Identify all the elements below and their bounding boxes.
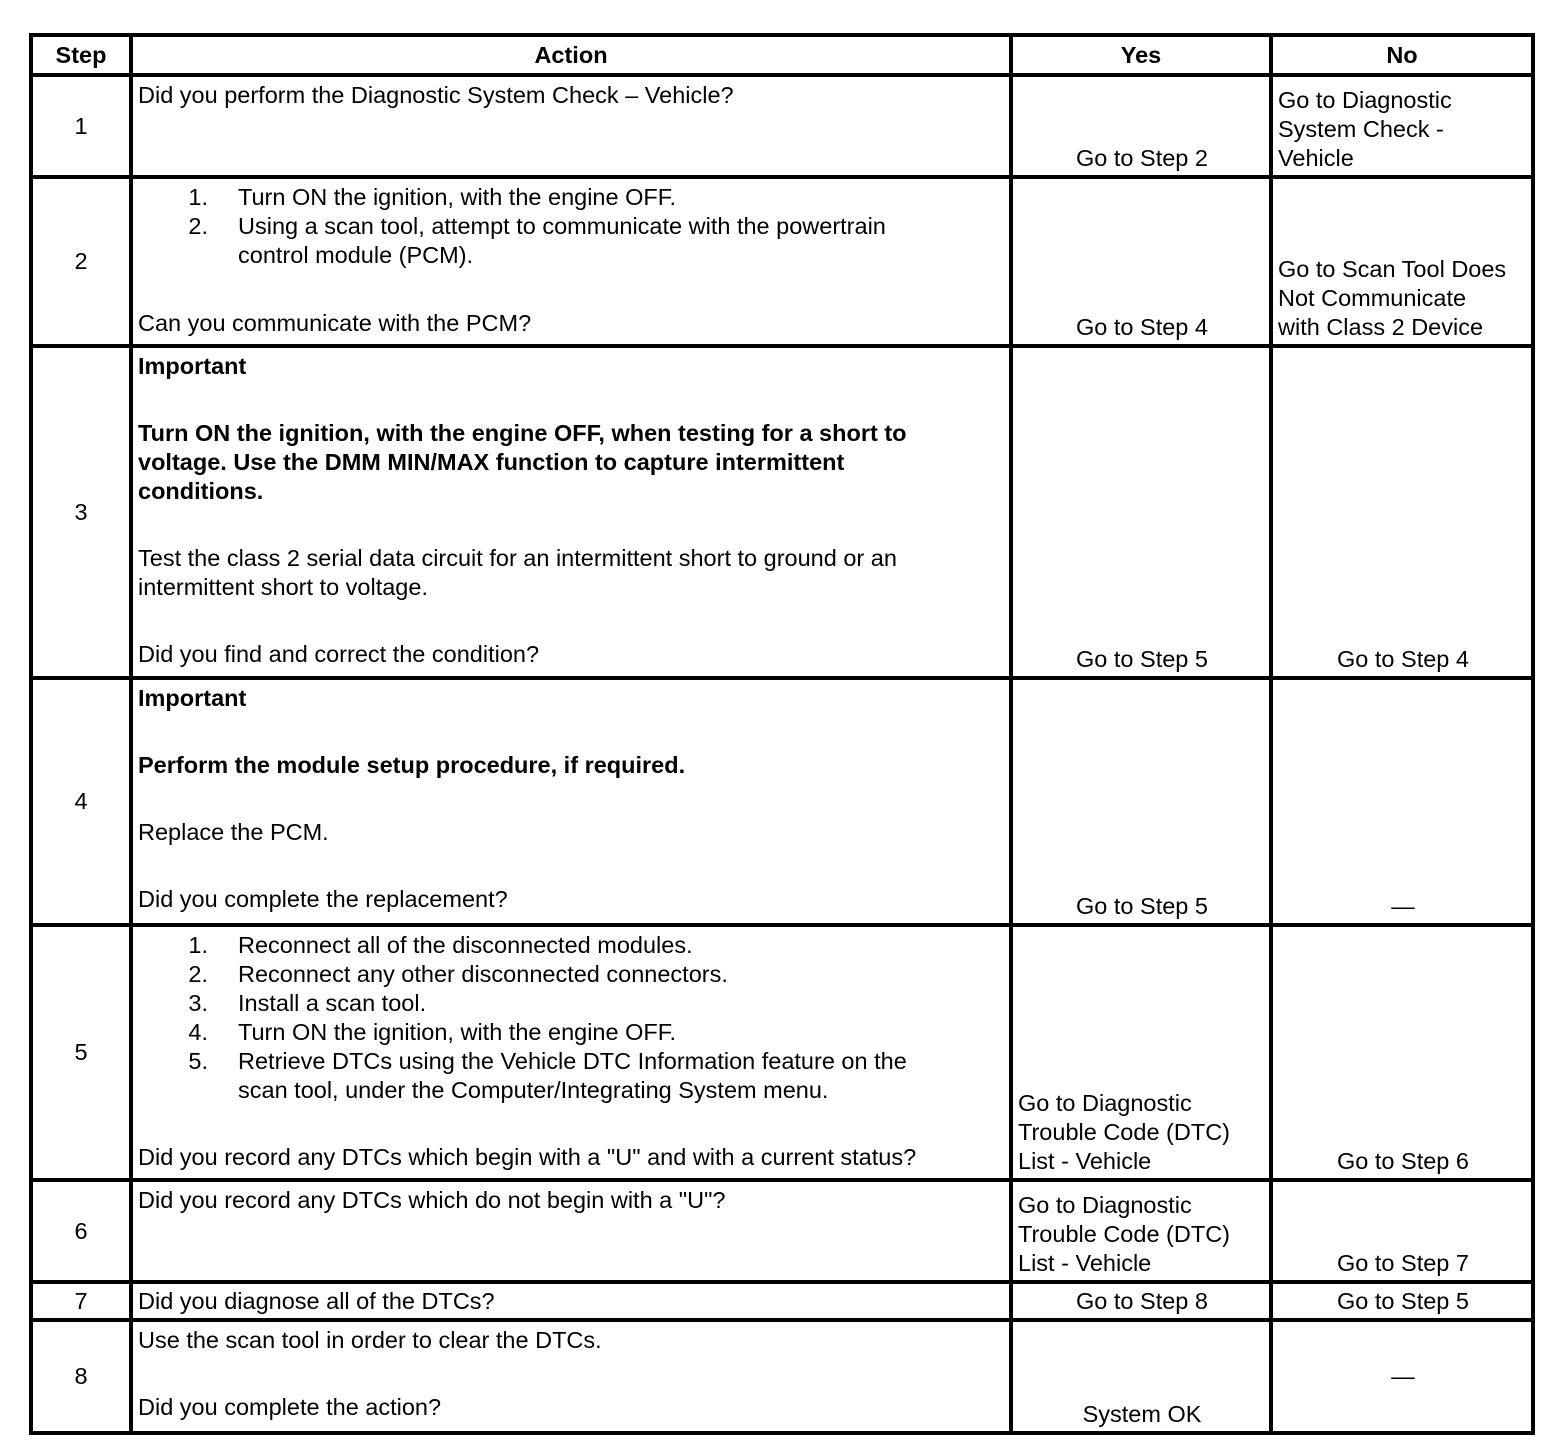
list-item [138, 183, 1005, 212]
list-number: 1. [188, 932, 208, 958]
no-result-line: Not Communicate [1278, 285, 1467, 311]
action-question: Did you perform the Diagnostic System Check – Vehicle? [138, 82, 734, 108]
list-text: Retrieve DTCs using the Vehicle DTC Information feature on the scan tool, under the Computer/Integrating System menu. [238, 1048, 907, 1103]
action-instruction: Use the scan tool in order to clear the DTCs. [138, 1327, 602, 1353]
action-cell [131, 177, 1011, 346]
yes-cell [1011, 1180, 1271, 1282]
yes-cell [1011, 177, 1271, 346]
no-cell [1271, 75, 1533, 177]
list-number: 1. [188, 184, 208, 210]
action-question: Did you find and correct the condition? [138, 641, 540, 667]
yes-result-line: Go to Diagnostic [1018, 1192, 1192, 1218]
action-cell [131, 1320, 1011, 1433]
step-number: 8 [31, 1320, 131, 1433]
action-question: Did you record any DTCs which begin with a "U" and with a current status? [138, 1144, 917, 1170]
no-result: Go to Step 6 [1337, 1148, 1469, 1174]
important-text: Turn ON the ignition, with the engine OFF, when testing for a short to voltage. Use the DMM MIN/MAX function to capture intermittent conditions. [138, 420, 907, 504]
yes-result: Go to Step 8 [1076, 1287, 1208, 1314]
list-item [138, 989, 1005, 1018]
step-number: 7 [31, 1282, 131, 1320]
header-no: No [1271, 35, 1533, 75]
table-row [31, 1180, 1533, 1282]
yes-result: Go to Step 2 [1076, 145, 1208, 171]
action-question: Did you record any DTCs which do not begin with a "U"? [138, 1187, 726, 1213]
no-result-line: Go to Diagnostic [1278, 87, 1452, 113]
no-result: Go to Step 4 [1337, 646, 1469, 672]
header-action: Action [131, 35, 1011, 75]
table-row [31, 1282, 1533, 1320]
header-yes: Yes [1011, 35, 1271, 75]
list-number: 5. [188, 1048, 208, 1074]
yes-result-line: Go to Diagnostic [1018, 1090, 1192, 1116]
no-result: Go to Step 5 [1337, 1287, 1469, 1314]
action-cell [131, 1180, 1011, 1282]
list-item [138, 960, 1005, 989]
no-result-line: with Class 2 Device [1278, 314, 1484, 340]
no-result: — [1391, 893, 1415, 919]
step-number: 5 [31, 925, 131, 1180]
list-text: Turn ON the ignition, with the engine OFF. [238, 184, 677, 210]
diagnostic-table [29, 33, 1535, 1435]
step-number: 4 [31, 678, 131, 925]
no-cell [1271, 678, 1533, 925]
no-cell [1271, 1180, 1533, 1282]
important-text: Perform the module setup procedure, if required. [138, 752, 686, 778]
action-question: Can you communicate with the PCM? [138, 310, 532, 336]
table-row [31, 346, 1533, 678]
step-number: 6 [31, 1180, 131, 1282]
table-row [31, 75, 1533, 177]
no-result-line: Vehicle [1278, 145, 1354, 171]
important-label: Important [138, 353, 247, 379]
list-number: 2. [188, 961, 208, 987]
yes-cell [1011, 75, 1271, 177]
no-cell [1271, 1320, 1533, 1433]
yes-cell [1011, 925, 1271, 1180]
no-cell [1271, 177, 1533, 346]
list-text: Turn ON the ignition, with the engine OFF. [238, 1019, 677, 1045]
action-cell [131, 346, 1011, 678]
list-item [138, 1047, 1005, 1105]
yes-result: Go to Step 4 [1076, 314, 1208, 340]
step-number: 3 [31, 346, 131, 678]
list-number: 2. [188, 213, 208, 239]
yes-result: Go to Step 5 [1076, 646, 1208, 672]
no-cell [1271, 925, 1533, 1180]
yes-cell [1011, 1282, 1271, 1320]
no-result: — [1391, 1363, 1415, 1389]
yes-result-line: List - Vehicle [1018, 1148, 1152, 1174]
procedure-list [138, 183, 1005, 270]
table-row [31, 925, 1533, 1180]
no-cell [1271, 1282, 1533, 1320]
yes-result: System OK [1082, 1401, 1202, 1427]
list-text: Reconnect all of the disconnected modules. [238, 932, 693, 958]
list-text: Reconnect any other disconnected connectors. [238, 961, 728, 987]
list-text: Using a scan tool, attempt to communicate with the powertrain control module (PCM). [238, 213, 886, 268]
action-instruction: Test the class 2 serial data circuit for an intermittent short to ground or an intermittent short to voltage. [138, 545, 897, 600]
table-row [31, 177, 1533, 346]
action-question: Did you complete the action? [138, 1394, 442, 1420]
table-row [31, 678, 1533, 925]
yes-result-line: Trouble Code (DTC) [1018, 1221, 1230, 1247]
yes-cell [1011, 678, 1271, 925]
header-step: Step [31, 35, 131, 75]
list-number: 4. [188, 1019, 208, 1045]
action-cell [131, 75, 1011, 177]
yes-result-line: Trouble Code (DTC) [1018, 1119, 1230, 1145]
no-result-line: Go to Scan Tool Does [1278, 256, 1507, 282]
action-question: Did you complete the replacement? [138, 886, 508, 912]
yes-cell [1011, 346, 1271, 678]
list-text: Install a scan tool. [238, 990, 427, 1016]
header-row [31, 35, 1533, 75]
step-number: 2 [31, 177, 131, 346]
no-result: Go to Step 7 [1337, 1250, 1469, 1276]
list-number: 3. [188, 990, 208, 1016]
important-label: Important [138, 685, 247, 711]
no-result-line: System Check - [1278, 116, 1444, 142]
list-item [138, 1018, 1005, 1047]
procedure-list [138, 931, 1005, 1105]
no-cell [1271, 346, 1533, 678]
yes-cell [1011, 1320, 1271, 1433]
list-item [138, 212, 1005, 270]
action-cell [131, 678, 1011, 925]
yes-result: Go to Step 5 [1076, 893, 1208, 919]
list-item [138, 931, 1005, 960]
step-number: 1 [31, 75, 131, 177]
yes-result-line: List - Vehicle [1018, 1250, 1152, 1276]
action-cell [131, 925, 1011, 1180]
action-instruction: Replace the PCM. [138, 819, 329, 845]
table-row [31, 1320, 1533, 1433]
action-question: Did you diagnose all of the DTCs? [138, 1287, 495, 1314]
action-cell [131, 1282, 1011, 1320]
